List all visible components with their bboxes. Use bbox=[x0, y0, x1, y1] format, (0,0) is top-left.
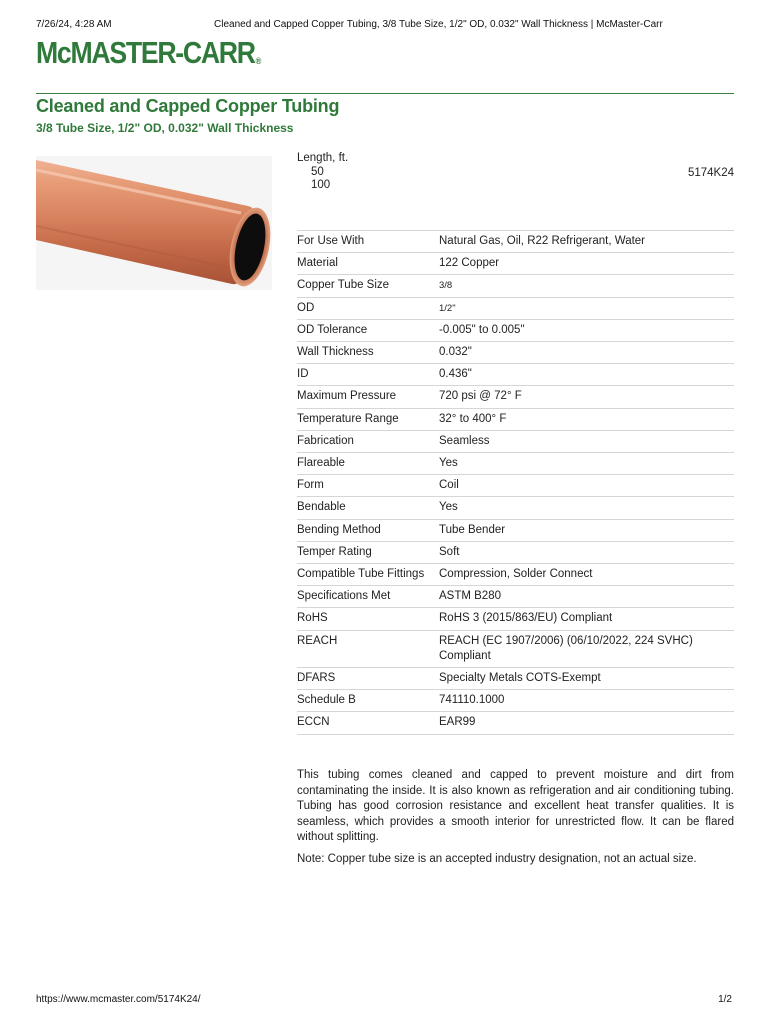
spec-row bbox=[297, 608, 734, 630]
spec-value: 1/2" bbox=[439, 297, 734, 319]
spec-row bbox=[297, 408, 734, 430]
spec-value: ASTM B280 bbox=[439, 586, 734, 608]
product-description bbox=[297, 768, 734, 873]
spec-row bbox=[297, 297, 734, 319]
spec-row bbox=[297, 668, 734, 690]
spec-label: Form bbox=[297, 475, 439, 497]
spec-value: Yes bbox=[439, 497, 734, 519]
spec-row bbox=[297, 342, 734, 364]
page-subtitle: 3/8 Tube Size, 1/2" OD, 0.032" Wall Thickness bbox=[36, 121, 294, 135]
spec-value: 0.032" bbox=[439, 342, 734, 364]
spec-label: OD Tolerance bbox=[297, 319, 439, 341]
page-title: Cleaned and Capped Copper Tubing bbox=[36, 96, 340, 116]
spec-row bbox=[297, 519, 734, 541]
spec-label: ID bbox=[297, 364, 439, 386]
spec-value: 3/8 bbox=[439, 275, 734, 297]
spec-value: Specialty Metals COTS-Exempt bbox=[439, 668, 734, 690]
spec-row bbox=[297, 630, 734, 667]
spec-label: Wall Thickness bbox=[297, 342, 439, 364]
mcmaster-carr-logo[interactable] bbox=[36, 36, 261, 78]
spec-row bbox=[297, 497, 734, 519]
logo-text: McMASTER-CARR bbox=[36, 35, 255, 70]
spec-row bbox=[297, 275, 734, 297]
spec-value: 122 Copper bbox=[439, 253, 734, 275]
spec-label: Bendable bbox=[297, 497, 439, 519]
spec-row bbox=[297, 364, 734, 386]
spec-row bbox=[297, 430, 734, 452]
spec-label: Copper Tube Size bbox=[297, 275, 439, 297]
spec-row bbox=[297, 690, 734, 712]
part-number[interactable]: 5174K24 bbox=[687, 167, 734, 179]
spec-label: Specifications Met bbox=[297, 586, 439, 608]
length-label: Length, ft. bbox=[297, 152, 349, 164]
spec-value: Coil bbox=[439, 475, 734, 497]
spec-row bbox=[297, 541, 734, 563]
length-option-50[interactable]: 50 bbox=[311, 165, 324, 178]
spec-label: Schedule B bbox=[297, 690, 439, 712]
spec-label: ECCN bbox=[297, 712, 439, 734]
spec-label: Bending Method bbox=[297, 519, 439, 541]
spec-label: REACH bbox=[297, 630, 439, 667]
spec-value: 32° to 400° F bbox=[439, 408, 734, 430]
spec-label: Flareable bbox=[297, 453, 439, 475]
print-url: https://www.mcmaster.com/5174K24/ bbox=[36, 994, 201, 1005]
spec-label: RoHS bbox=[297, 608, 439, 630]
spec-value: 720 psi @ 72° F bbox=[439, 386, 734, 408]
spec-label: DFARS bbox=[297, 668, 439, 690]
spec-label: Fabrication bbox=[297, 430, 439, 452]
print-date: 7/26/24, 4:28 AM bbox=[36, 19, 112, 30]
spec-label: OD bbox=[297, 297, 439, 319]
spec-row bbox=[297, 453, 734, 475]
spec-row bbox=[297, 386, 734, 408]
spec-row bbox=[297, 231, 734, 253]
header-divider bbox=[36, 93, 734, 94]
spec-value: 741110.1000 bbox=[439, 690, 734, 712]
length-option-100[interactable]: 100 bbox=[311, 179, 331, 191]
spec-value: Seamless bbox=[439, 430, 734, 452]
spec-label: Material bbox=[297, 253, 439, 275]
length-selector bbox=[297, 152, 348, 193]
spec-table bbox=[297, 230, 734, 735]
spec-value: Tube Bender bbox=[439, 519, 734, 541]
description-note: Note: Copper tube size is an accepted industry designation, not an actual size. bbox=[297, 852, 697, 865]
spec-label: Compatible Tube Fittings bbox=[297, 564, 439, 586]
registered-mark: ® bbox=[255, 56, 262, 66]
spec-value: RoHS 3 (2015/863/EU) Compliant bbox=[439, 608, 734, 630]
spec-row bbox=[297, 253, 734, 275]
spec-label: For Use With bbox=[297, 231, 439, 253]
spec-label: Maximum Pressure bbox=[297, 386, 439, 408]
spec-value: EAR99 bbox=[439, 712, 734, 734]
spec-row bbox=[297, 712, 734, 734]
copper-tube-image bbox=[36, 156, 272, 290]
spec-row bbox=[297, 564, 734, 586]
spec-label: Temperature Range bbox=[297, 408, 439, 430]
spec-row bbox=[297, 319, 734, 341]
spec-row bbox=[297, 586, 734, 608]
page-number: 1/2 bbox=[718, 994, 732, 1005]
print-header bbox=[36, 19, 732, 33]
spec-value: 0.436" bbox=[439, 364, 734, 386]
spec-value: REACH (EC 1907/2006) (06/10/2022, 224 SVHC) Compliant bbox=[439, 630, 734, 667]
description-paragraph: This tubing comes cleaned and capped to prevent moisture and dirt from contaminating the inside. It is also known as refrigeration and air conditioning tubing. Tubing has good corrosion resistance and excellent heat transfer qualities. It is seamless, which provides a smooth interior for unrestricted flow. It can be flared without splitting. bbox=[297, 769, 734, 843]
spec-value: -0.005" to 0.005" bbox=[439, 319, 734, 341]
spec-value: Soft bbox=[439, 541, 734, 563]
spec-value: Yes bbox=[439, 453, 734, 475]
print-page-title: Cleaned and Capped Copper Tubing, 3/8 Tube Size, 1/2" OD, 0.032" Wall Thickness | McMaster-Carr bbox=[214, 19, 663, 30]
spec-value: Natural Gas, Oil, R22 Refrigerant, Water bbox=[439, 231, 734, 253]
spec-value: Compression, Solder Connect bbox=[439, 564, 734, 586]
spec-row bbox=[297, 475, 734, 497]
spec-label: Temper Rating bbox=[297, 541, 439, 563]
